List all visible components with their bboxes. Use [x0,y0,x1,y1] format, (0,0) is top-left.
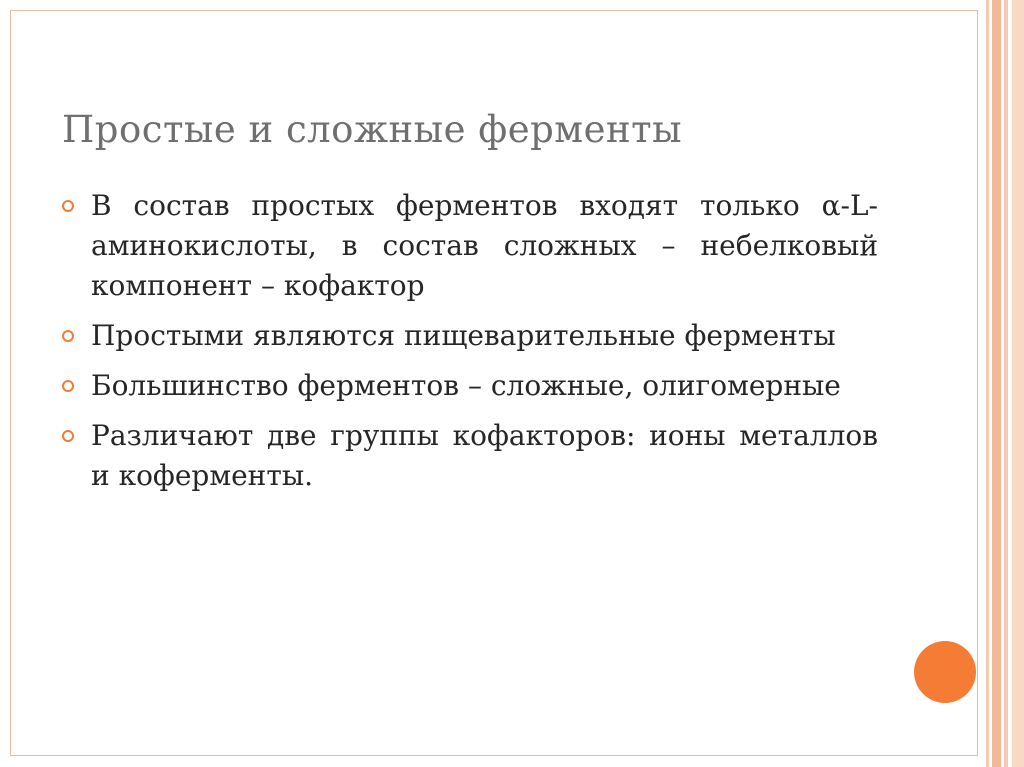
bullet-circle-icon [62,380,74,392]
decorative-stripe [992,0,1001,767]
bullet-item [62,366,878,406]
bullet-text: Различают две группы кофакторов: ионы металлов и коферменты. [91,419,878,492]
decorative-stripe [1004,0,1008,767]
decorative-circle [914,641,976,703]
decorative-stripe [1012,0,1024,767]
bullet-circle-icon [62,200,74,212]
bullet-circle-icon [62,430,74,442]
slide-title: Простые и сложные ферменты [62,108,683,151]
decorative-stripe [986,0,989,767]
bullet-circle-icon [62,330,74,342]
bullet-text: Большинство ферментов – сложные, олигомерные [91,369,841,402]
bullet-item [62,316,878,356]
bullet-item [62,186,878,306]
bullet-item [62,416,878,496]
bullet-text: В состав простых ферментов входят только α-L-аминокислоты, в состав сложных – небелковый компонент – кофактор [91,189,878,302]
bullet-list [62,186,878,506]
bullet-text: Простыми являются пищеварительные ферменты [91,319,836,352]
